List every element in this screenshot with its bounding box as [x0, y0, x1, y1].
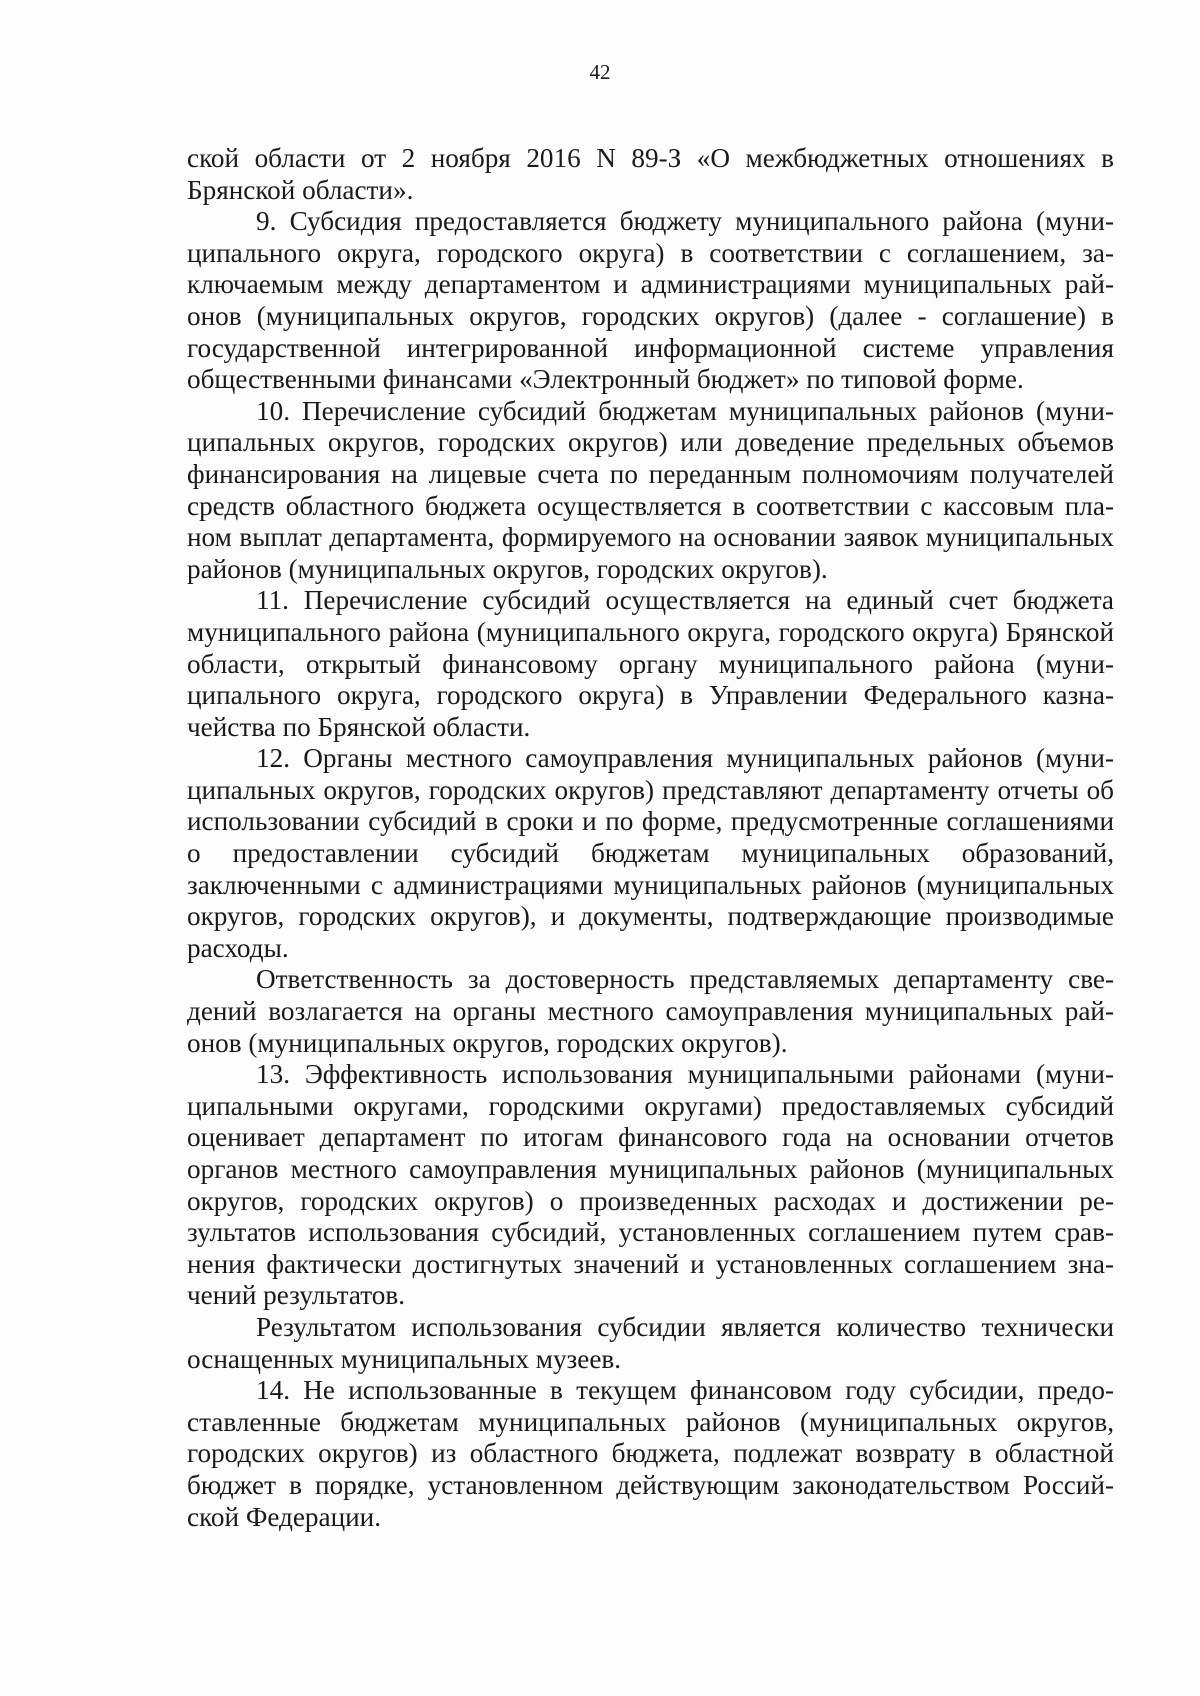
paragraph-result: Результатом использования субсидии является количество технически оснащенных муниципальных музеев. [187, 1311, 1114, 1374]
paragraph-10: 10. Перечисление субсидий бюджетам муниципальных районов (муниципальных округов, городских округов) или доведение предельных объемов финансирования на лицевые счета по переданным полномочиям получателей средств областного бюджета осуществляется в соответствии с кассовым планом выплат департамента, формируемого на основании заявок муниципальных районов (муниципальных округов, городских округов). [187, 395, 1114, 584]
paragraph-13: 13. Эффективность использования муниципальными районами (муниципальными округами, городскими округами) предоставляемых субсидий оценивает департамент по итогам финансового года на основании отчетов органов местного самоуправления муниципальных районов (муниципальных округов, городских округов) о произведенных расходах и достижении результатов использования субсидий, установленных соглашением путем сравнения фактически достигнутых значений и установленных соглашением значений результатов. [187, 1059, 1114, 1311]
page-number: 42 [589, 60, 611, 84]
paragraph-11: 11. Перечисление субсидий осуществляется на единый счет бюджета муниципального района (муниципального округа, городского округа) Брянской области, открытый финансовому органу муниципального района (муниципального округа, городского округа) в Управлении Федерального казначейства по Брянской области. [187, 585, 1114, 742]
paragraph-12: 12. Органы местного самоуправления муниципальных районов (муниципальных округов, городских округов) представляют департаменту отчеты об использовании субсидий в сроки и по форме, предусмотренные соглашениями о предоставлении субсидий бюджетам муниципальных образований, заключенными с администрациями муниципальных районов (муниципальных округов, городских округов), и документы, подтверждающие производимые расходы. [187, 743, 1114, 963]
document-body [187, 143, 1114, 1533]
paragraph-14: 14. Не использованные в текущем финансовом году субсидии, предоставленные бюджетам муниципальных районов (муниципальных округов, городских округов) из областного бюджета, подлежат возврату в областной бюджет в порядке, установленном действующим законодательством Российской Федерации. [187, 1375, 1114, 1532]
paragraph-continuation: ской области от 2 ноября 2016 N 89-З «О межбюджетных отношениях в Брянской области». [187, 143, 1114, 205]
paragraph-9: 9. Субсидия предоставляется бюджету муниципального района (муниципального округа, городского округа) в соответствии с соглашением, заключаемым между департаментом и администрациями муниципальных районов (муниципальных округов, городских округов) (далее - соглашение) в государственной интегрированной информационной системе управления общественными финансами «Электронный бюджет» по типовой форме. [187, 206, 1114, 395]
paragraph-responsibility: Ответственность за достоверность представляемых департаменту сведений возлагается на органы местного самоуправления муниципальных районов (муниципальных округов, городских округов). [187, 964, 1114, 1058]
